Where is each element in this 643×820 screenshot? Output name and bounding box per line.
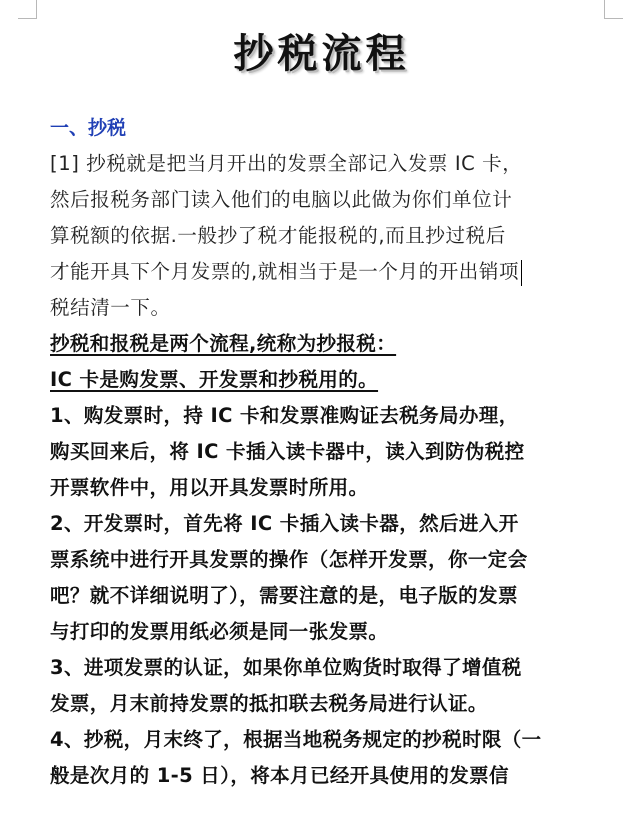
step-line: 2、开发票时，首先将 IC 卡插入读卡器，然后进入开 bbox=[50, 512, 519, 535]
step-line: 般是次月的 1-5 日），将本月已经开具使用的发票信 bbox=[50, 764, 509, 787]
crop-mark-top-right bbox=[604, 0, 623, 19]
crop-mark-top-left bbox=[18, 0, 37, 19]
underlined-line bbox=[50, 362, 615, 398]
paragraph-line-text: 才能开具下个月发票的,就相当于是一个月的开出销项 bbox=[50, 260, 520, 283]
step-line: 票系统中进行开具发票的操作（怎样开发票，你一定会 bbox=[50, 548, 528, 571]
step-line: 1、购发票时，持 IC 卡和发票准购证去税务局办理， bbox=[50, 404, 519, 427]
paragraph-line-with-cursor[interactable] bbox=[50, 254, 615, 290]
step-line: 与打印的发票用纸必须是同一张发票。 bbox=[50, 620, 389, 643]
document-title: 抄税流程 bbox=[233, 30, 410, 77]
paragraph-line: 算税额的依据.一般抄了税才能报税的,而且抄过税后 bbox=[50, 224, 506, 247]
text-cursor bbox=[521, 260, 522, 286]
section-heading: 一、抄税 bbox=[50, 117, 127, 139]
step-line: 开票软件中，用以开具发票时所用。 bbox=[50, 476, 369, 499]
underlined-line bbox=[50, 326, 615, 362]
document-body[interactable] bbox=[50, 110, 615, 794]
step-line: 3、进项发票的认证，如果你单位购货时取得了增值税 bbox=[50, 656, 522, 679]
paragraph-line: 税结清一下。 bbox=[50, 296, 171, 319]
step-line: 购买回来后，将 IC 卡插入读卡器中，读入到防伪税控 bbox=[50, 440, 525, 463]
step-line: 4、抄税，月末终了，根据当地税务规定的抄税时限（一 bbox=[50, 728, 542, 751]
step-line: 发票，月末前持发票的抵扣联去税务局进行认证。 bbox=[50, 692, 488, 715]
paragraph-line: [1] 抄税就是把当月开出的发票全部记入发票 IC 卡， bbox=[50, 152, 523, 175]
underlined-text: IC 卡是购发票、开发票和抄税用的。 bbox=[50, 368, 379, 391]
step-line: 吧？就不详细说明了），需要注意的是，电子版的发票 bbox=[50, 584, 518, 607]
paragraph-line: 然后报税务部门读入他们的电脑以此做为你们单位计 bbox=[50, 188, 513, 211]
underlined-text: 抄税和报税是两个流程,统称为抄报税： bbox=[50, 332, 397, 355]
